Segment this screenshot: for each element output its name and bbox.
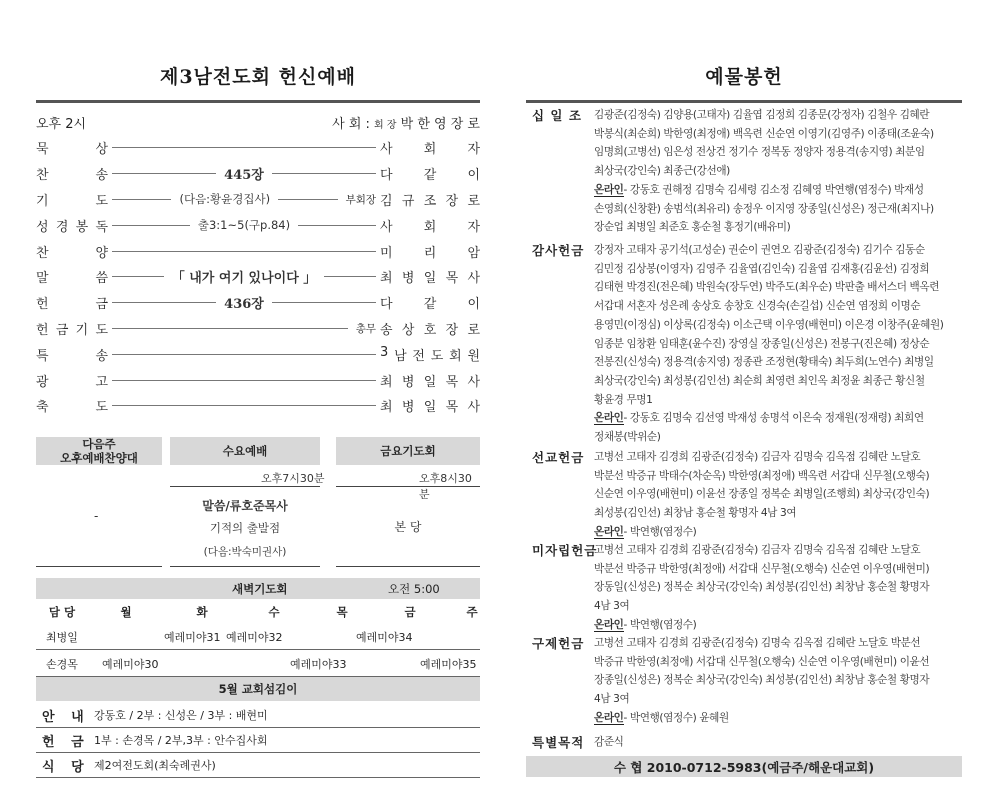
order-row (36, 187, 480, 213)
char: 도 (95, 193, 108, 209)
presider-role: 회 장 (374, 119, 397, 131)
online-donor-line: 온라인- 박연행(염정수) 윤혜원 (594, 711, 729, 724)
donor-line: 최상국(강인숙) 최성봉(김인선) 최순희 최영련 최인옥 최정윤 최종근 황신철 (594, 374, 925, 387)
presider (332, 113, 480, 132)
offering-donors (594, 448, 960, 542)
donor-line: 김광준(김정숙) 김양용(고태자) 김율엽 김정희 김종문(강정자) 김철우 김혜란 (594, 109, 930, 121)
offering-donors (594, 541, 960, 635)
order-row (36, 264, 480, 290)
donor-line: 임종분 임창환 임태훈(윤수진) 장영실 장종일(신성은) 전봉구(진은혜) 정상순 (594, 337, 930, 350)
leader-line (112, 276, 164, 277)
char: 로 (467, 193, 480, 209)
char: 병 (401, 374, 415, 390)
dawn-tue-1: 예레미야31 (164, 631, 221, 644)
online-label: 온라인 (594, 525, 624, 538)
char: 일 (423, 271, 437, 287)
donor-line: 박분선 박증규 박한영(최정애) 서갑대 신무철(오행숙) 신순연 이우영(배현미) (594, 562, 930, 575)
offering-donors (594, 106, 960, 237)
char: 도 (430, 348, 444, 364)
char: 봉 (75, 219, 89, 235)
wednesday-next: (다음:박숙미권사) (203, 546, 287, 558)
donor-line: 김민정 김상봉(이영자) 김영주 김율엽(김인숙) 김율엽 김재홍(김윤선) 김정희 (594, 262, 930, 275)
char: 호 (423, 322, 437, 338)
donor-line: 박증규 박한영(최정애) 서갑대 신무철(오행숙) 신순연 이우영(배현미) 이윤선 (594, 655, 930, 668)
order-row (36, 212, 480, 238)
dawn-prayer-schedule (36, 601, 480, 677)
order-label (36, 190, 108, 209)
char: 병 (401, 271, 415, 287)
donor-line: 감준식 (594, 736, 624, 748)
char: 송 (95, 168, 108, 184)
server-label: 헌 금 (42, 734, 90, 750)
next-week-choir-label: 다음주 오후예배찬양대 (36, 437, 162, 465)
leader-line (272, 173, 376, 174)
wednesday-service-label: 수요예배 (170, 437, 320, 465)
order-row (36, 316, 480, 342)
order-of-service (36, 109, 480, 419)
char: 말 (36, 271, 49, 287)
donor-line: 4남 3여 (594, 600, 630, 613)
leader-line (112, 147, 376, 148)
order-person (380, 164, 480, 183)
box-bottom-line-1 (36, 566, 162, 567)
char: 사 (467, 271, 481, 287)
service-header-row (36, 109, 480, 135)
char: 회 (449, 348, 462, 364)
online-donor-line: 온라인- 강동호 김명숙 김선영 박재성 송명석 이은숙 정재원(정재령) 최희연 (594, 412, 924, 425)
donor-line: 전봉진(신성숙) 정용격(송지영) 정종관 조정현(황태숙) 최두희(노연수) 최병일 (594, 356, 934, 369)
char: 이 (467, 297, 481, 313)
order-person (380, 190, 480, 209)
char: 기 (36, 193, 49, 209)
dawn-leader-2: 손경목 (46, 658, 78, 671)
char: 회 (423, 219, 437, 235)
order-row (36, 238, 480, 264)
char: 다 (380, 297, 393, 313)
dawn-header-cell: 주 (466, 605, 478, 619)
char: 일 (423, 400, 437, 416)
char: 다 (380, 168, 393, 184)
char: 자 (467, 142, 480, 158)
donor-line: 고병선 고태자 김경희 김광준(김정숙) 김명숙 김옥점 김혜란 노달호 박분선 (594, 637, 921, 649)
online-donor-line: 온라인- 박연행(염정수) (594, 525, 697, 538)
dawn-prayer-title: 새벽기도회 (232, 581, 288, 596)
char: 목 (445, 400, 459, 416)
donor-line: 신순연 이우영(배현미) 이윤선 장종일 정복순 최병일(조행희) 최상국(강인숙) (594, 488, 930, 501)
char: 헌 (36, 297, 49, 313)
worship-order-panel (36, 0, 480, 805)
donor-line: 황윤경 무명1 (594, 393, 653, 406)
order-label (36, 267, 108, 286)
order-person (380, 396, 480, 415)
donor-line: 김태현 박경진(전은혜) 박원숙(장두연) 박주도(최우순) 박판출 배서스더 백옥련 (594, 281, 940, 294)
dawn-header-cell: 월 (120, 605, 132, 619)
leader-line (278, 199, 337, 200)
char: 조 (423, 193, 437, 209)
order-person (380, 216, 480, 235)
order-person (380, 371, 480, 390)
char: 도 (95, 400, 108, 416)
order-person (380, 267, 480, 286)
donor-line: 장종일(신성은) 정복순 최상국(강인숙) 최성봉(김인선) 최창남 홍순철 황명자 (594, 674, 930, 687)
char: 최 (380, 374, 393, 390)
offering-category-name: 특별목적 (532, 735, 585, 750)
order-label (36, 345, 108, 364)
order-role: 부회장 (345, 193, 376, 206)
char: 김 (380, 193, 393, 209)
server-label: 안 내 (42, 709, 90, 725)
char: 일 (423, 374, 437, 390)
order-label (36, 293, 108, 312)
char: 상 (401, 322, 415, 338)
char: 암 (467, 245, 480, 261)
worship-title: 제3남전도회 헌신예배 (159, 66, 357, 88)
char: 리 (423, 245, 437, 261)
char: 찬 (36, 245, 49, 261)
char: 이 (467, 168, 481, 184)
order-row (36, 135, 480, 161)
donor-line: 박분선 박증규 박태수(차순옥) 박한영(최정애) 백옥련 서갑대 신무철(오행숙) (594, 469, 930, 482)
char: 묵 (36, 142, 49, 158)
dawn-prayer-bar (36, 578, 480, 599)
char: 성 (36, 219, 49, 235)
dawn-header-cell: 목 (336, 605, 348, 619)
presider-label: 사 회 : (332, 116, 375, 132)
offering-donors (594, 733, 960, 752)
online-donor-line: 온라인- 박연행(염정수) (594, 618, 697, 631)
order-row (36, 290, 480, 316)
friday-time: 오후8시30분 (419, 472, 472, 501)
dawn-header-cell: 금 (404, 605, 416, 619)
box-bottom-line-2 (170, 566, 320, 567)
leader-line (112, 328, 348, 329)
order-person (380, 138, 480, 157)
title-divider (36, 100, 480, 103)
server-label: 식 당 (42, 759, 90, 775)
dawn-row-1 (36, 623, 480, 650)
char: 규 (401, 193, 415, 209)
online-donor-line: 장순업 최병일 최준호 홍순철 홍정기(배유미) (594, 221, 791, 234)
donor-line: 용영민(이정심) 이상록(김정숙) 이소근택 이우영(배현미) 이은경 이창주(윤혜원) (594, 318, 944, 331)
offering-category-name: 구제헌금 (532, 636, 585, 651)
leader-line (112, 199, 171, 200)
char: 사 (380, 142, 393, 158)
char: 양 (95, 245, 108, 261)
leader-line (112, 380, 376, 381)
dawn-leader-1: 최병일 (46, 631, 78, 644)
char: 헌 (36, 322, 49, 338)
offering-donors (594, 241, 960, 447)
order-person (380, 293, 480, 312)
char: 사 (467, 400, 480, 416)
char: 금 (55, 322, 69, 338)
order-row (36, 393, 480, 419)
order-rows (36, 135, 480, 419)
char: 광 (36, 374, 49, 390)
leader-line (272, 302, 376, 303)
next-week-choir-value: - (94, 509, 99, 523)
offering-panel (526, 0, 962, 805)
char: 금 (95, 297, 108, 313)
order-detail: 445장 (224, 168, 264, 184)
offering-category-name: 감사헌금 (532, 243, 585, 258)
order-detail: (다음:황윤경집사) (179, 192, 271, 207)
box-bottom-line-3 (336, 566, 480, 567)
server-value: 1부 : 손경목 / 2부,3부 : 안수집사회 (94, 734, 268, 747)
bank-account: 수 협 2010-0712-5983(예금주/해운대교회) (526, 756, 962, 777)
online-label: 온라인 (594, 711, 624, 724)
order-label (36, 319, 108, 338)
order-person (380, 345, 480, 364)
char: 같 (423, 168, 437, 184)
leader-line (112, 173, 216, 174)
order-row (36, 161, 480, 187)
online-label: 온라인 (594, 412, 624, 425)
dawn-header-cell: 화 (196, 605, 208, 619)
char: 최 (380, 400, 393, 416)
order-detail: 436장 (224, 297, 264, 313)
donor-line: 최상국(강인숙) 최종근(강선애) (594, 165, 730, 178)
order-label (36, 138, 108, 157)
online-label: 온라인 (594, 183, 624, 196)
dawn-wed-1: 예레미야32 (226, 631, 283, 644)
char: 사 (380, 219, 393, 235)
char: 목 (445, 374, 459, 390)
dawn-mon-2: 예레미야30 (102, 658, 159, 671)
wednesday-preacher: 말씀/류호준목사 (202, 499, 288, 513)
char: 최 (380, 271, 393, 287)
char: 원 (467, 348, 480, 364)
offering-category-name: 선교헌금 (532, 450, 585, 465)
char: 축 (36, 400, 49, 416)
dawn-header-cell: 수 (268, 605, 280, 619)
char: 씀 (95, 271, 108, 287)
server-value: 강동호 / 2부 : 신성은 / 3부 : 배현미 (94, 709, 268, 722)
char: 고 (95, 374, 108, 390)
leader-line (112, 302, 216, 303)
friday-place: 본 당 (394, 520, 422, 534)
wednesday-time: 오후7시30분 (261, 472, 325, 485)
order-role: 총무 (355, 322, 376, 335)
leader-line (112, 354, 376, 355)
char: 병 (401, 400, 415, 416)
char: 로 (467, 322, 480, 338)
dawn-prayer-time: 오전 5:00 (388, 581, 440, 596)
order-label (36, 396, 108, 415)
char: 3 (380, 344, 389, 360)
donor-line: 임명희(고병선) 임은성 전상건 정기수 정복동 정양자 정용격(송지영) 최분임 (594, 146, 925, 159)
order-person (380, 242, 480, 261)
char: 송 (95, 348, 108, 364)
server-row (36, 728, 480, 753)
order-row (36, 341, 480, 367)
char: 전 (412, 348, 425, 364)
offering-title-divider (526, 100, 962, 103)
char: 특 (36, 348, 49, 364)
char: 기 (75, 322, 89, 338)
char: 같 (423, 297, 437, 313)
leader-line (112, 251, 376, 252)
donor-line: 4남 3여 (594, 693, 630, 706)
online-donor-line: 온라인- 강동호 권해정 김명숙 김세령 김소정 김혜영 박연행(염정수) 박재성 (594, 183, 924, 196)
donor-line: 고병선 고태자 김경희 김광준(김정숙) 김금자 김명숙 김옥점 김혜란 노달호 (594, 544, 921, 556)
char: 장 (445, 322, 459, 338)
char: 상 (95, 142, 108, 158)
service-time: 오후 2시 (36, 116, 87, 132)
presider-name: 박 한 영 장 로 (400, 116, 480, 132)
order-label (36, 216, 108, 235)
server-row (36, 703, 480, 728)
leader-line (298, 225, 376, 226)
char: 송 (380, 322, 393, 338)
char: 경 (55, 219, 69, 235)
order-label (36, 242, 108, 261)
char: 장 (445, 193, 459, 209)
friday-divider (336, 486, 480, 487)
dawn-header-cell: 담 당 (48, 605, 76, 619)
leader-line (112, 405, 376, 406)
donor-line: 강정자 고태자 공기석(고성순) 권순이 권연오 김광준(김정숙) 김기수 김동순 (594, 244, 925, 256)
char: 사 (467, 374, 480, 390)
donor-line: 장동일(신성은) 정복순 최상국(강인숙) 최성봉(김인선) 최창남 홍순철 황명자 (594, 581, 930, 594)
char: 찬 (36, 168, 49, 184)
order-label (36, 164, 108, 183)
order-person (380, 319, 480, 338)
offering-donors (594, 634, 960, 728)
dawn-sun-2: 예레미야35 (420, 658, 477, 671)
offering-title: 예물봉헌 (705, 66, 783, 88)
dawn-thu-2: 예레미야33 (290, 658, 347, 671)
order-label (36, 371, 108, 390)
donor-line: 최성봉(김인선) 최창남 홍순철 황명자 4남 3여 (594, 507, 797, 520)
server-value: 제2여전도회(최숙례권사) (94, 759, 216, 772)
order-detail: 출3:1~5(구p.84) (197, 218, 291, 233)
char: 자 (467, 219, 480, 235)
dawn-row-2 (36, 650, 480, 677)
servers-title: 5월 교회섬김이 (36, 677, 480, 701)
online-label: 온라인 (594, 618, 624, 631)
char: 회 (423, 142, 437, 158)
dawn-schedule-header (36, 601, 480, 623)
dawn-fri-1: 예레미야34 (356, 631, 413, 644)
char: 독 (95, 219, 108, 235)
char: 남 (394, 348, 407, 364)
online-donor-line: 손영희(신창환) 송범석(최유리) 송정우 이지영 장종일(신성은) 정근재(최지나) (594, 202, 934, 215)
leader-line (112, 225, 190, 226)
wednesday-sermon-title: 기적의 출발점 (209, 521, 281, 535)
server-row (36, 753, 480, 778)
donor-line: 고병선 고태자 김경희 김광준(김정숙) 김금자 김명숙 김옥점 김혜란 노달호 (594, 451, 921, 463)
char: 미 (380, 245, 393, 261)
order-row (36, 367, 480, 393)
order-detail: 「 내가 여기 있나이다 」 (171, 271, 317, 287)
char: 목 (445, 271, 459, 287)
online-donor-line: 정채봉(박위순) (594, 431, 661, 444)
donor-line: 박봉식(최순희) 박한영(최정애) 백옥련 신순연 이영기(김영주) 이종태(조윤숙) (594, 127, 934, 140)
wednesday-divider (170, 486, 320, 487)
friday-prayer-label: 금요기도회 (336, 437, 480, 465)
leader-line (324, 276, 376, 277)
donor-line: 서갑대 서혼자 성은례 송상호 송창호 신경숙(손길섭) 신순연 염정희 이명순 (594, 300, 921, 313)
char: 도 (95, 322, 108, 338)
offering-category-name: 미자립헌금 (532, 543, 598, 558)
offering-category-name: 십 일 조 (532, 108, 582, 123)
